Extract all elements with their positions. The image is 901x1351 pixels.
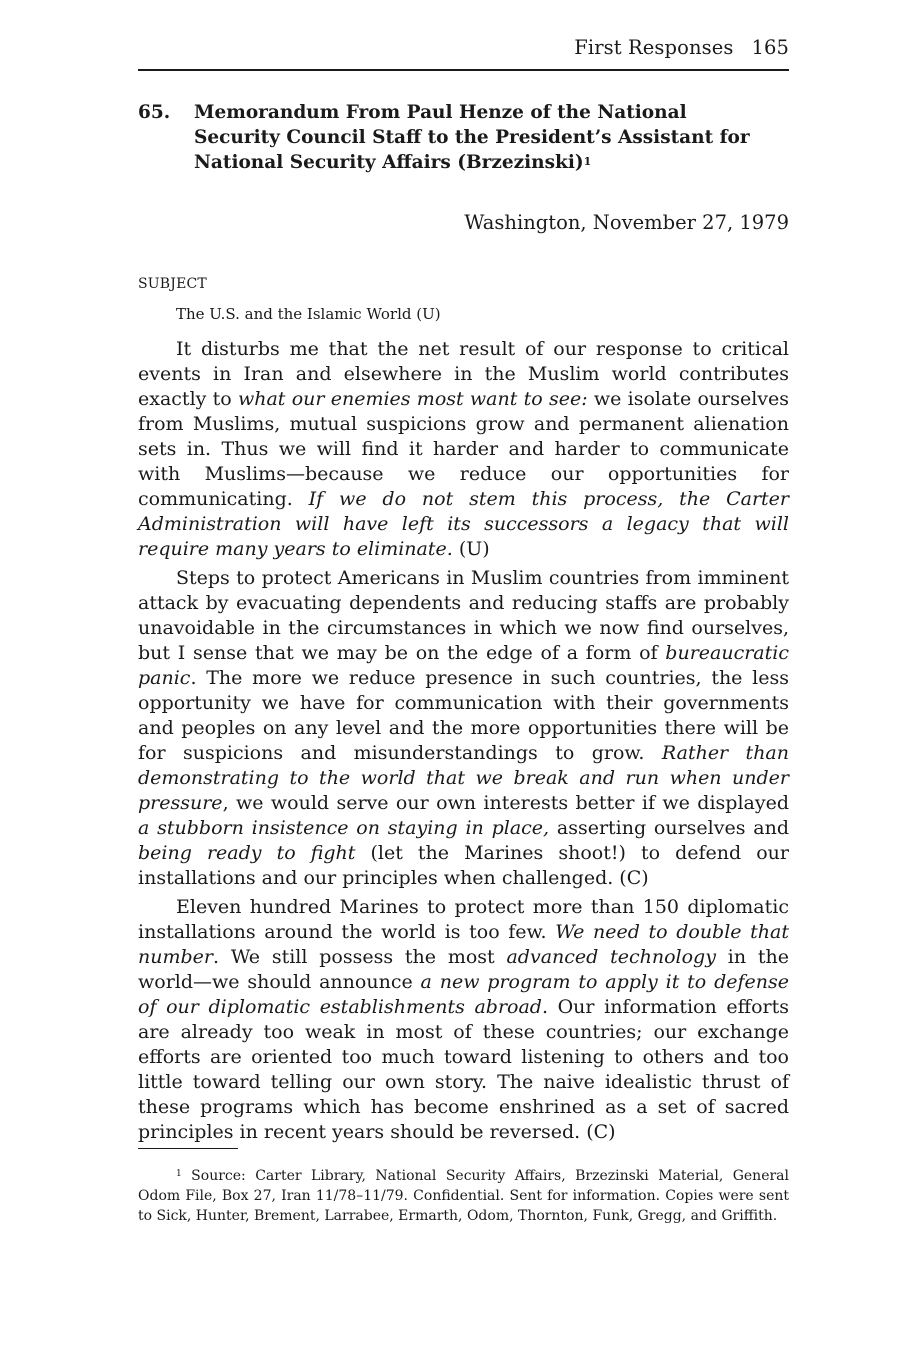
memo-body [138,337,789,1149]
page-number: 165 [751,36,789,59]
document-title [194,100,754,175]
paragraph-2 [138,566,789,891]
paragraph-1 [138,337,789,562]
p2-text: (let the Marines shoot!) to defend our installations and our principles when challenged. (C) [138,842,789,889]
document-number: 65. [138,102,171,123]
p3-text: . We still possess the most [212,946,507,968]
document-title-text: Memorandum From Paul Henze of the National Security Council Staff to the President’s Assistant for National Security Affairs (Brzezinski) [194,102,750,173]
paragraph-3 [138,895,789,1145]
footnote-text: Source: Carter Library, National Security Affairs, Brzezinski Material, General Odom File, Box 27, Iran 11/78–11/79. Confidential. Sent for information. Copies were sent to Sick, Hunter, Brement, Larrabee, Ermarth, Odom, Thornton, Funk, Gregg, and Griffith. [138,1168,789,1224]
dateline: Washington, November 27, 1979 [464,211,789,234]
running-head [574,36,789,59]
p3-text: Eleven hundred Marines to protect more than 150 diplomatic installations around the world is too few. [138,896,789,943]
footnote-1 [138,1166,789,1226]
p1-text: It disturbs me that the net result of our response to critical events in Iran and elsewhere in the Muslim world contributes exactly to [138,338,789,410]
subject-label: SUBJECT [138,276,207,292]
p2-emphasis: being ready to fight [138,842,356,864]
p2-emphasis: Rather than demonstrating to the world that we break and run when under pressure [138,742,789,814]
p2-emphasis: a stubborn insistence on staying in place, [138,817,550,839]
footnote [138,1166,789,1226]
p2-text: asserting ourselves and [549,817,789,839]
p1-text: we isolate ourselves from Muslims, mutual suspicions grow and permanent alienation sets in. Thus we will find it harder and harder to communicate with Muslims—because we reduce our opportunities for communicating. [138,388,790,510]
p2-emphasis: bureaucratic panic [138,642,789,689]
footnote-marker: 1 [176,1169,182,1179]
footnote-rule [138,1148,238,1149]
document-heading [138,100,789,175]
p2-text: Steps to protect Americans in Muslim countries from imminent attack by evacuating dependents and reducing staffs are probably unavoidable in the circumstances in which we now find ourselves, but I sense that we may be on the edge of a form of [138,567,789,664]
header-rule [138,69,789,71]
p3-emphasis: We need to double that number [138,921,789,968]
p2-text: . The more we reduce presence in such countries, the less opportunity we have for communication with their governments and peoples on any level and the more opportunities there will be for suspicions and misunderstandings to grow. [138,667,789,764]
p3-emphasis: advanced technology [506,946,716,968]
p1-emphasis: If we do not stem this process, the Carter Administration will have left its successors a legacy that will require many years to eliminate. [138,488,789,560]
p3-text: in the world—we should announce [138,946,789,993]
p2-text: , we would serve our own interests better if we displayed [222,792,789,814]
p3-text: . Our information efforts are already too weak in most of these countries; our exchange efforts are oriented too much toward listening to others and too little toward telling our own story. The naive idealistic thrust of these programs which has become enshrined as a set of sacred principles in recent years should be reversed. (C) [138,996,789,1143]
p1-classification: (U) [452,538,490,560]
p1-emphasis: what our enemies most want to see: [237,388,588,410]
footnote-ref[interactable]: 1 [583,155,592,168]
p3-emphasis: a new program to apply it to defense of our diplomatic establishments abroad [138,971,789,1018]
running-head-section: First Responses [574,36,734,59]
subject-text: The U.S. and the Islamic World (U) [176,305,441,323]
